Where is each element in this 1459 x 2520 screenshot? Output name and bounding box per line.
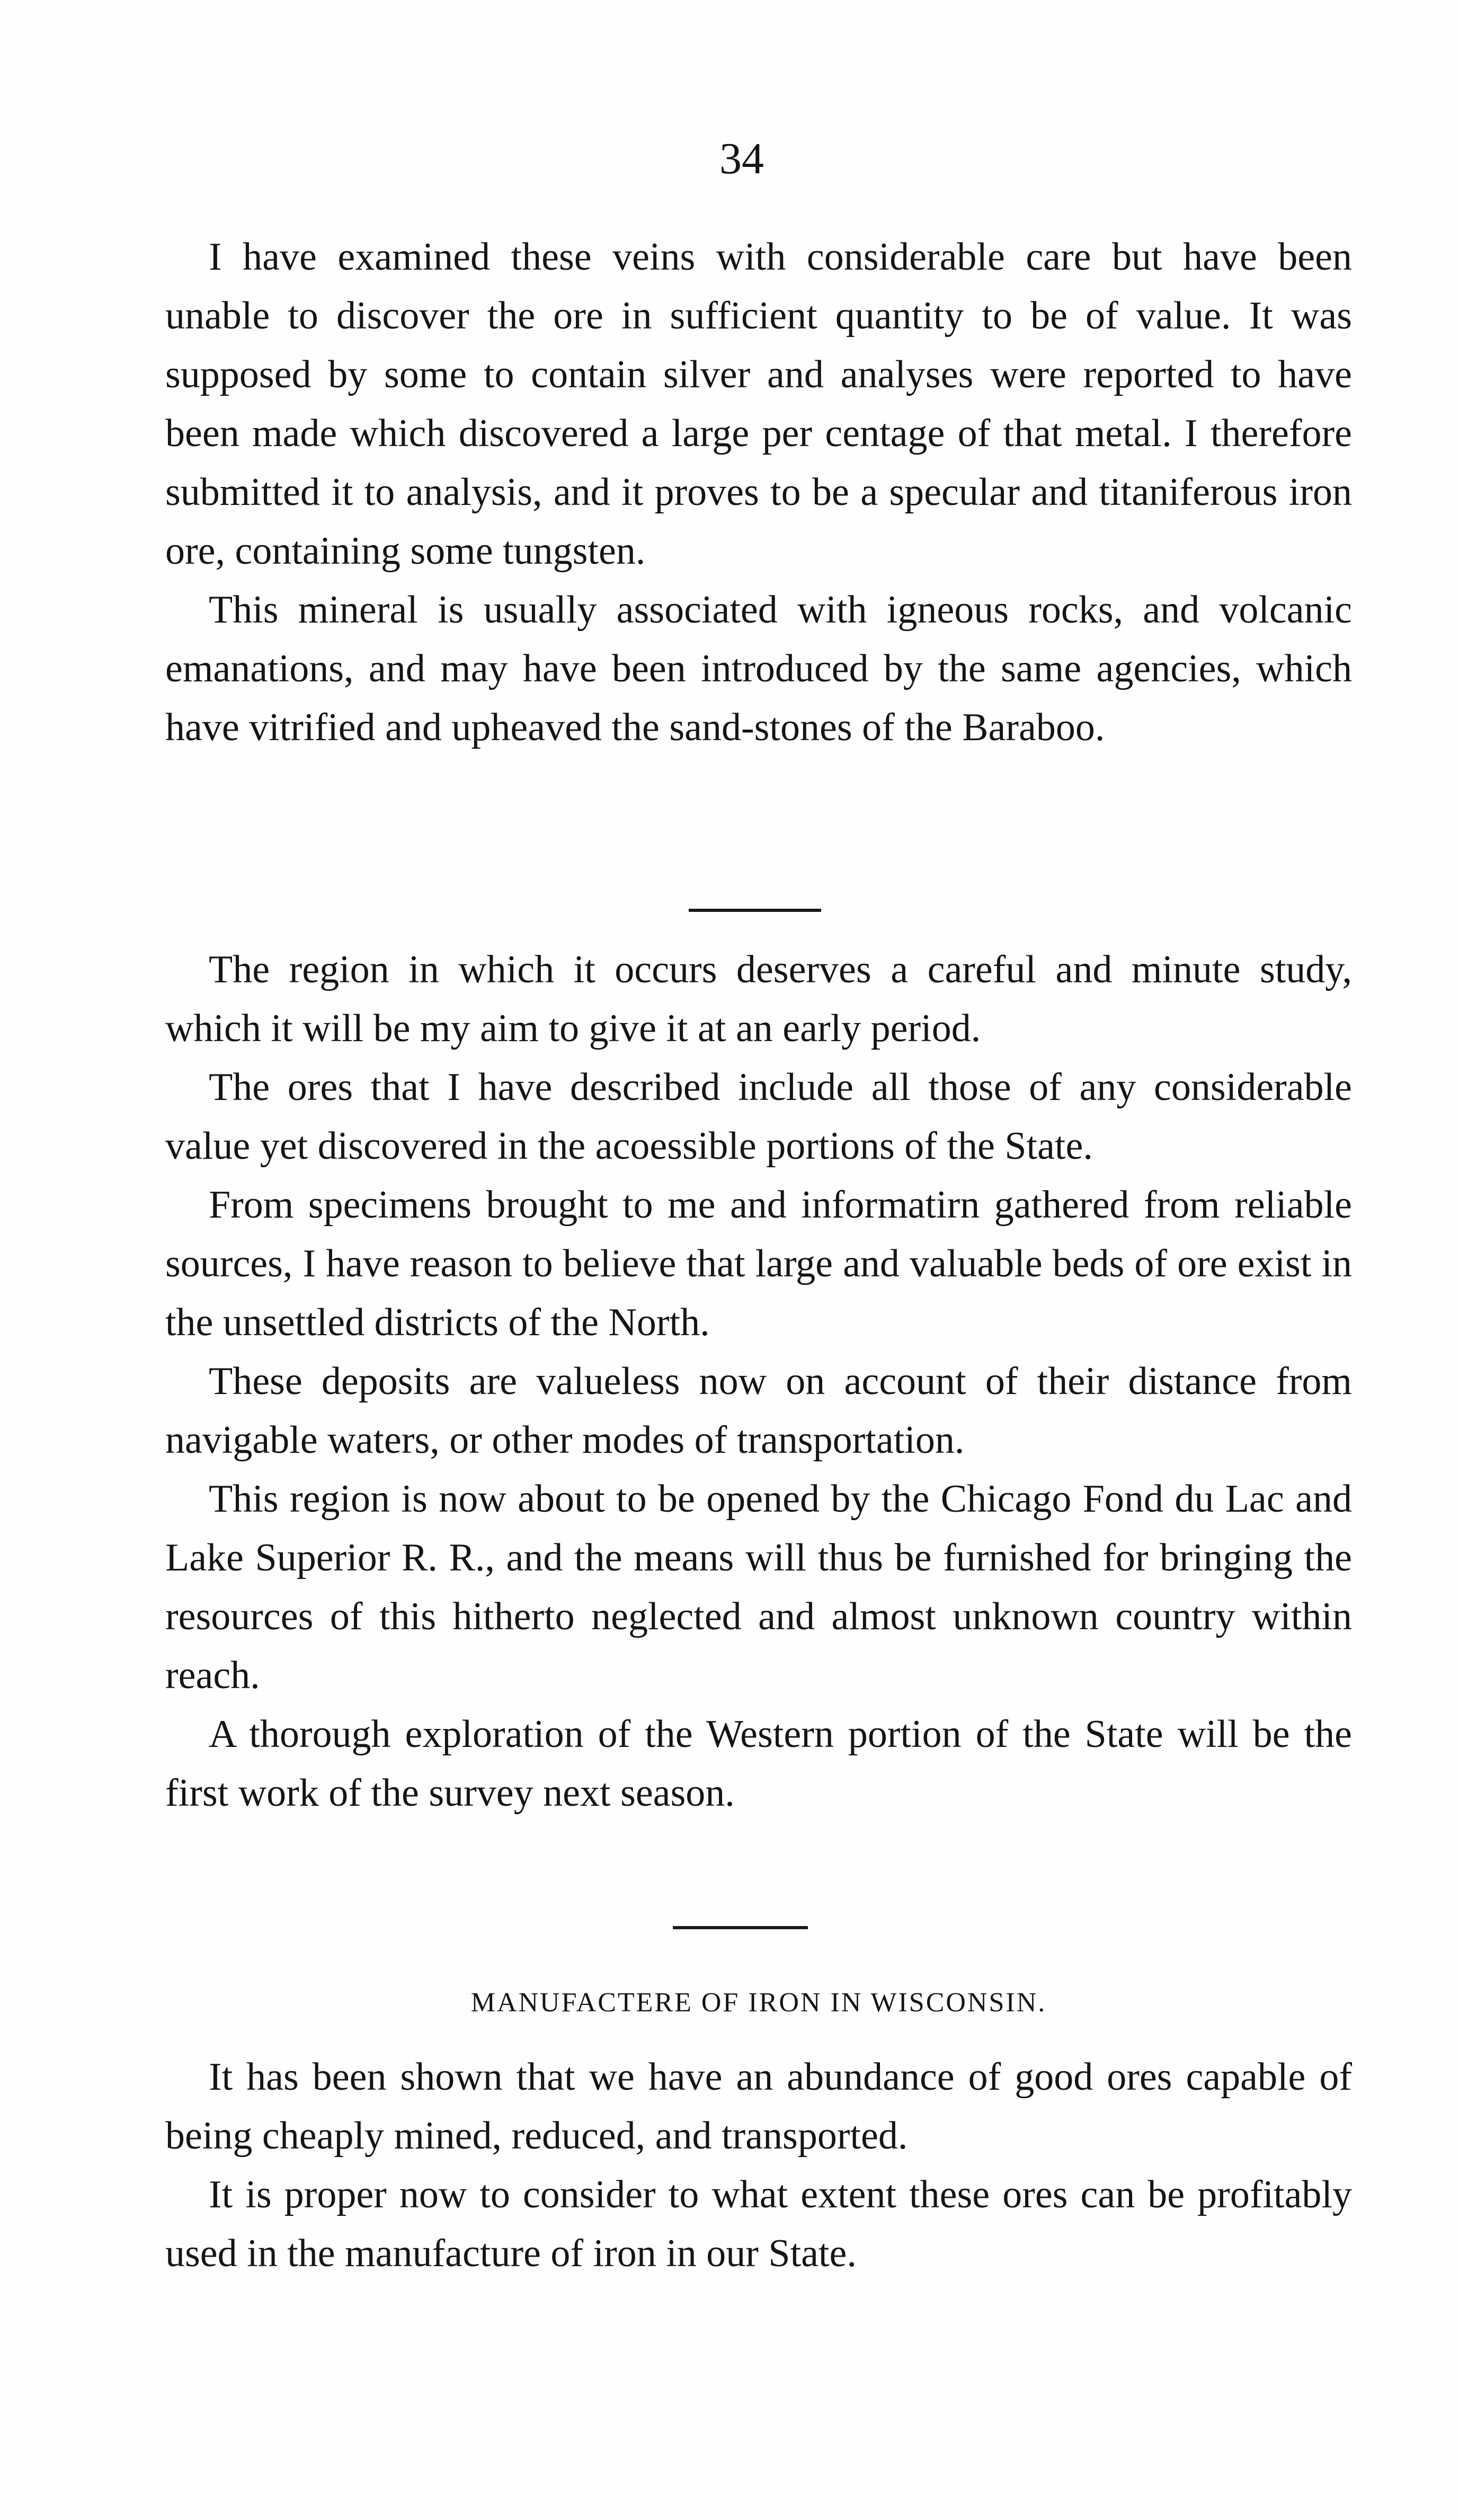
paragraph: It is proper now to consider to what extent these ores can be profitably used in the manufacture of iron in our State.	[165, 2173, 1352, 2275]
paragraph: This region is now about to be opened by the Chicago Fond du Lac and Lake Superior R. R., and the means will thus be furnished for bringing the resources of this hitherto neglected and almost unknown country within reach.	[165, 1477, 1352, 1697]
paragraph: These deposits are valueless now on account of their distance from navigable waters, or other modes of transportation.	[165, 1360, 1352, 1462]
page-number: 34	[719, 134, 764, 183]
section-divider-rule	[673, 1926, 808, 1929]
section-heading: MANUFACTERE OF IRON IN WISCONSIN.	[470, 1987, 1047, 2018]
paragraph: From specimens brought to me and informatirn gathered from reliable sources, I have reason to believe that large and valuable beds of ore exist in the unsettled districts of the North.	[165, 1183, 1352, 1344]
paragraph: The ores that I have described include all those of any considerable value yet discovered in the acoessible portions of the State.	[165, 1066, 1352, 1168]
text-block-region	[165, 940, 1352, 1823]
paragraph: A thorough exploration of the Western portion of the State will be the first work of the survey next season.	[165, 1712, 1352, 1815]
paragraph: I have examined these veins with considerable care but have been unable to discover the ore in sufficient quantity to be of value. It was supposed by some to contain silver and analyses were reported to have been made which discovered a large per centage of that metal. I therefore submitted it to analysis, and it proves to be a specular and titaniferous iron ore, containing some tungsten.	[165, 235, 1352, 573]
paragraph: The region in which it occurs deserves a careful and minute study, which it will be my aim to give it at an early period.	[165, 948, 1352, 1050]
section-divider-rule	[689, 909, 821, 912]
paragraph: It has been shown that we have an abundance of good ores capable of being cheaply mined, reduced, and transported.	[165, 2055, 1352, 2158]
paragraph: This mineral is usually associated with igneous rocks, and volcanic emanations, and may have been introduced by the same agencies, which have vitrified and upheaved the sand-stones of the Baraboo.	[165, 588, 1352, 749]
text-block-manufacture	[165, 2048, 1352, 2283]
text-block-veins	[165, 228, 1352, 757]
